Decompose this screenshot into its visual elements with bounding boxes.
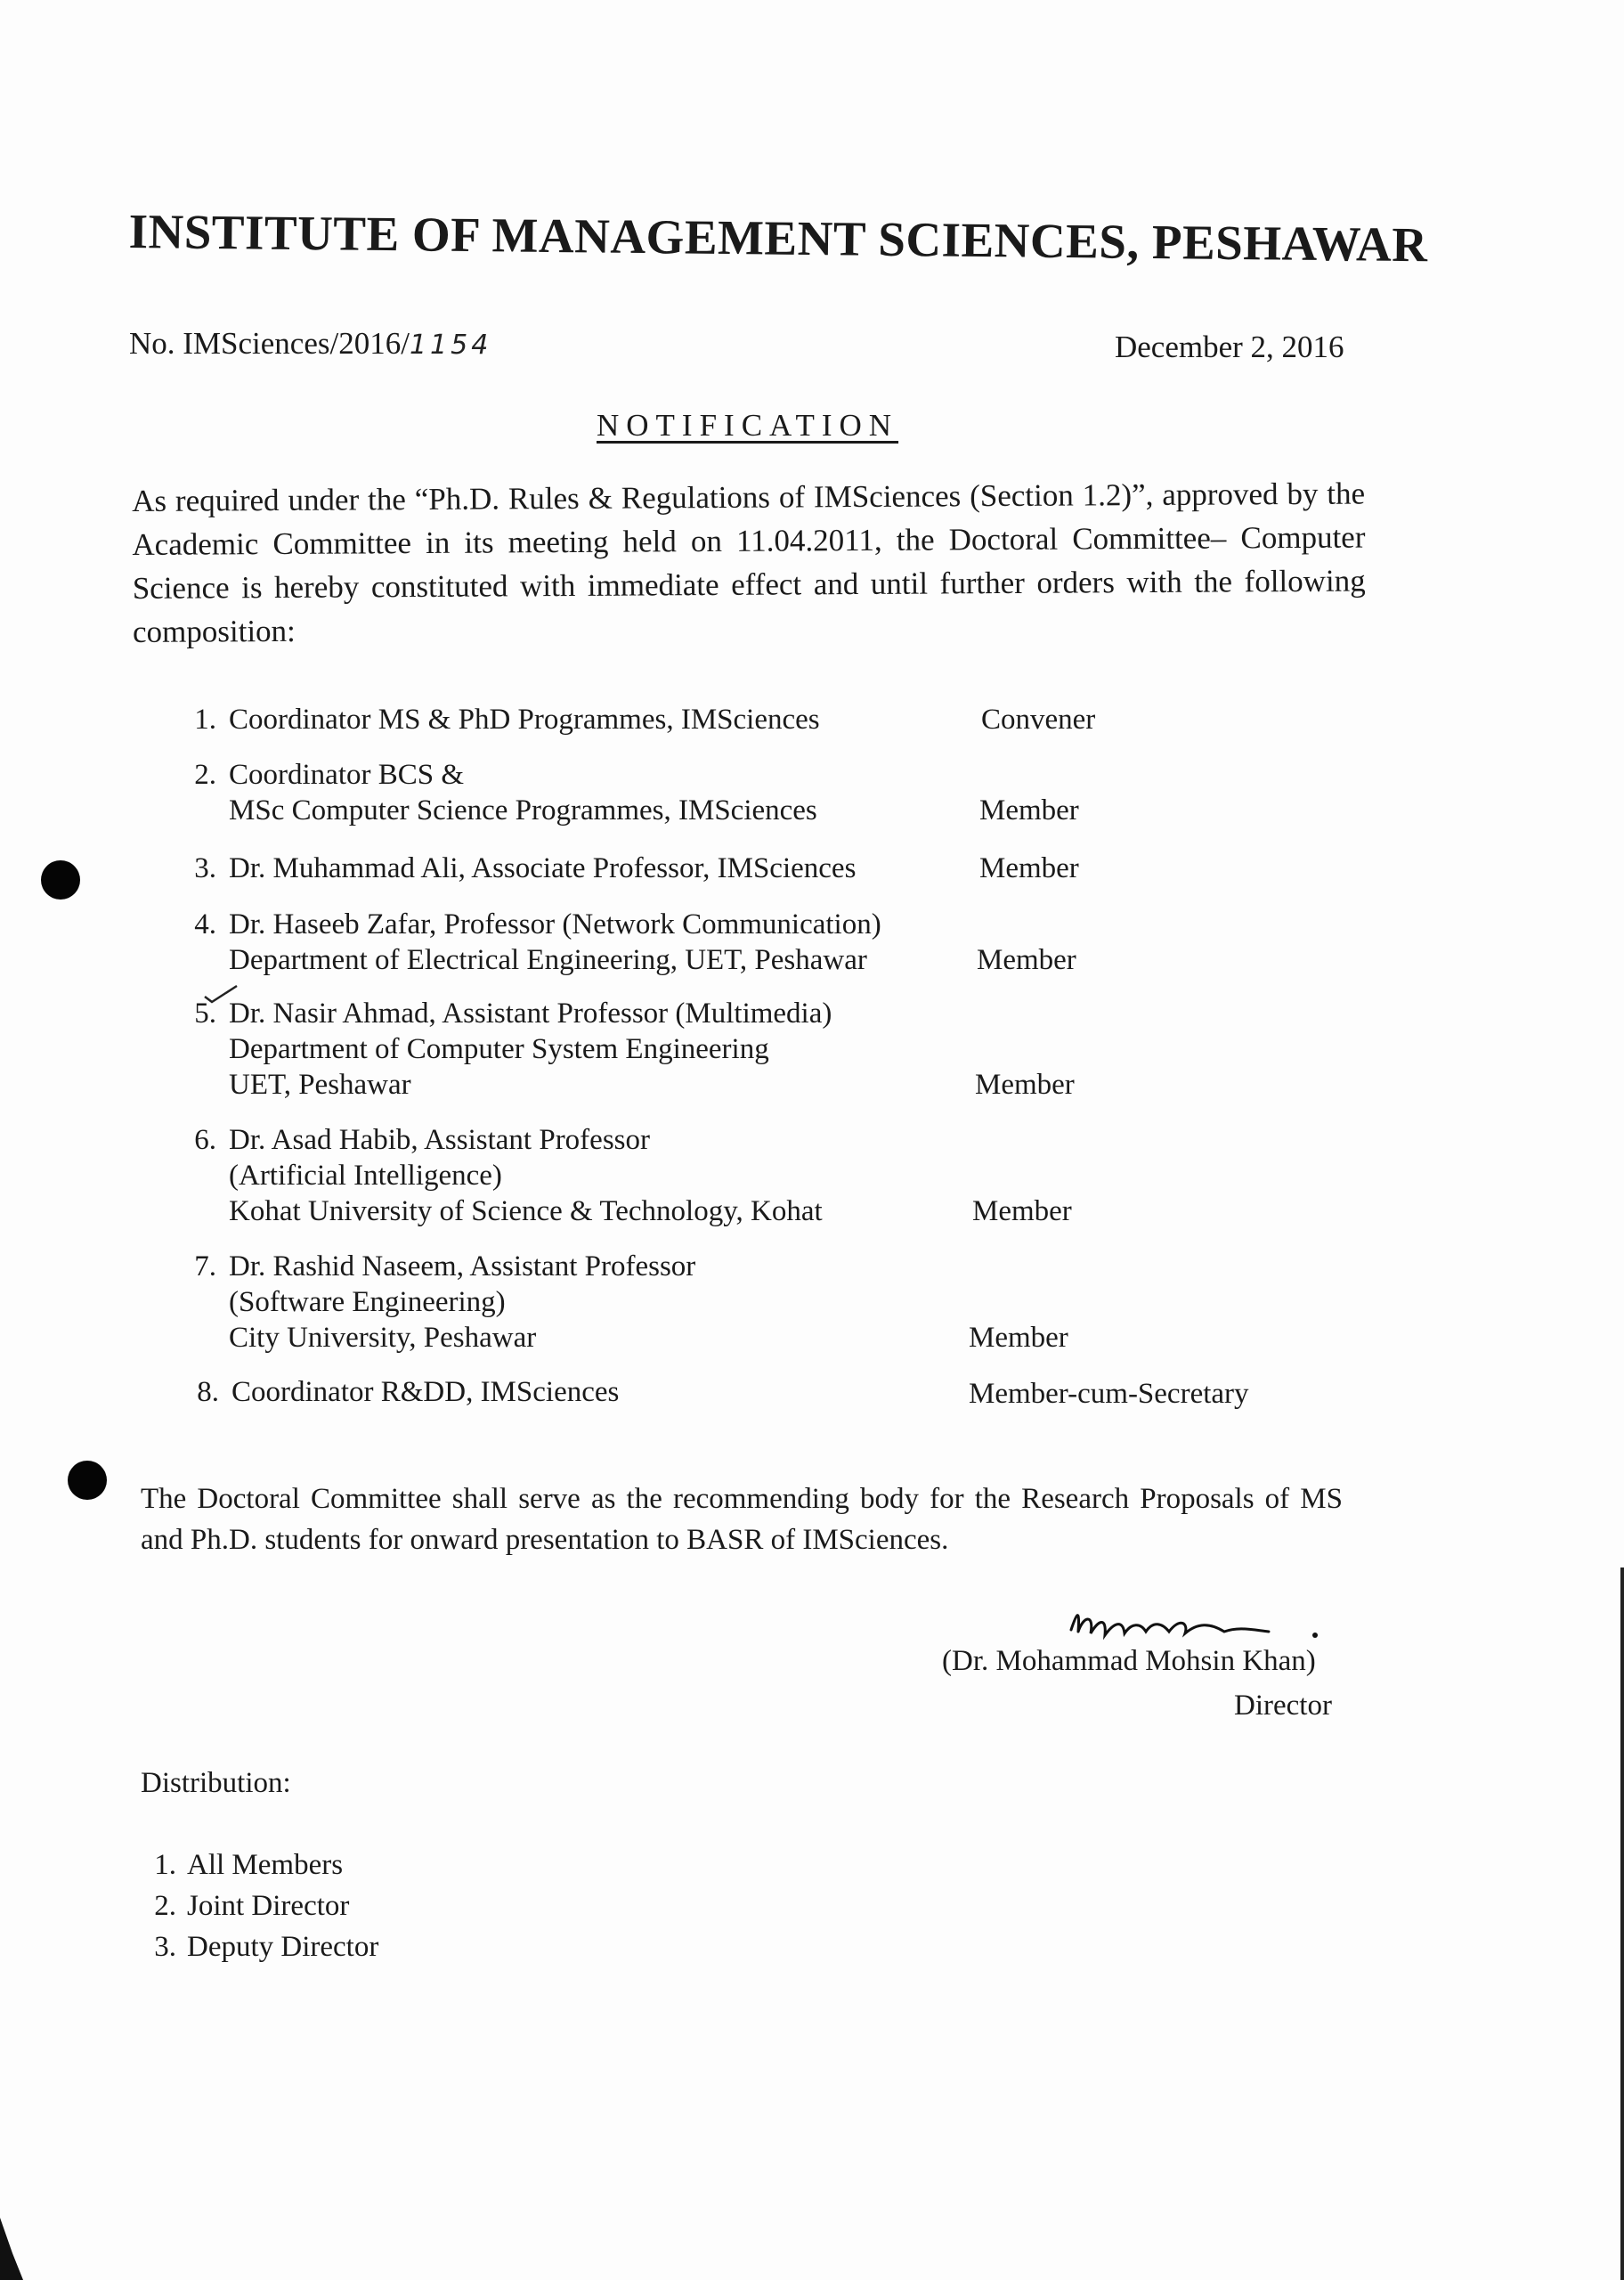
member-number: 3. xyxy=(194,852,216,884)
punch-hole-icon xyxy=(41,860,80,900)
member-line: Dr. Asad Habib, Assistant Professor xyxy=(229,1124,650,1156)
member-line: (Software Engineering) xyxy=(229,1286,506,1318)
member-number: 2. xyxy=(194,759,216,791)
distribution-heading: Distribution: xyxy=(141,1767,291,1799)
distribution-item xyxy=(134,1890,349,1923)
signature-icon xyxy=(1064,1596,1376,1649)
member-line: MSc Computer Science Programmes, IMSciences xyxy=(229,794,817,826)
member-line: Department of Electrical Engineering, UET, Peshawar xyxy=(229,944,867,976)
member-role: Member xyxy=(972,1195,1072,1227)
institute-title: INSTITUTE OF MANAGEMENT SCIENCES, PESHAWAR xyxy=(128,203,1428,273)
member-line: Dr. Muhammad Ali, Associate Professor, IMSciences xyxy=(229,852,857,884)
reference-handwritten: 1154 xyxy=(409,330,492,361)
member-line: City University, Peshawar xyxy=(229,1322,537,1354)
member-number: 6. xyxy=(194,1124,216,1156)
member-number: 5. xyxy=(194,998,216,1030)
distribution-item xyxy=(134,1849,343,1882)
scan-corner-mark xyxy=(0,2218,27,2280)
member-number: 4. xyxy=(194,908,216,940)
member-line: Coordinator BCS & xyxy=(229,759,465,791)
member-line: Kohat University of Science & Technology, Kohat xyxy=(229,1195,823,1227)
member-role: Member-cum-Secretary xyxy=(969,1378,1249,1410)
punch-hole-icon xyxy=(68,1461,107,1500)
member-line: Dr. Nasir Ahmad, Assistant Professor (Multimedia) xyxy=(229,998,832,1030)
distribution-label: All Members xyxy=(187,1849,344,1881)
member-role: Convener xyxy=(981,704,1096,736)
notification-date: December 2, 2016 xyxy=(1115,330,1344,364)
member-number: 1. xyxy=(194,704,216,736)
closing-paragraph: The Doctoral Committee shall serve as the recommending body for the Research Proposals of MS and Ph.D. students for onward presentation to BASR of IMSciences. xyxy=(141,1483,1343,1556)
member-line: UET, Peshawar xyxy=(229,1069,411,1101)
distribution-item xyxy=(134,1931,378,1964)
handwritten-tick-icon xyxy=(203,984,239,1006)
member-line: Department of Computer System Engineering xyxy=(229,1033,769,1065)
distribution-number: 1. xyxy=(154,1849,176,1881)
distribution-number: 2. xyxy=(154,1890,176,1922)
member-role: Member xyxy=(979,852,1079,884)
member-line: Coordinator R&DD, IMSciences xyxy=(231,1376,620,1408)
member-line: Dr. Haseeb Zafar, Professor (Network Communication) xyxy=(229,908,881,940)
member-role: Member xyxy=(975,1069,1075,1101)
reference-prefix: No. IMSciences/2016/ xyxy=(129,326,410,361)
member-line: Coordinator MS & PhD Programmes, IMSciences xyxy=(229,704,820,736)
member-number: 8. xyxy=(197,1376,219,1408)
signatory-title: Director xyxy=(1234,1690,1332,1722)
member-role: Member xyxy=(969,1322,1068,1354)
distribution-label: Deputy Director xyxy=(187,1931,379,1963)
notification-heading: NOTIFICATION xyxy=(597,408,899,443)
scan-edge-line xyxy=(1620,1568,1624,2280)
member-number: 7. xyxy=(194,1250,216,1282)
member-line: (Artificial Intelligence) xyxy=(229,1160,502,1192)
member-role: Member xyxy=(977,944,1076,976)
distribution-label: Joint Director xyxy=(187,1890,350,1922)
member-line: Dr. Rashid Naseem, Assistant Professor xyxy=(229,1250,696,1282)
signatory-name: (Dr. Mohammad Mohsin Khan) xyxy=(942,1645,1316,1677)
member-role: Member xyxy=(979,794,1079,826)
distribution-number: 3. xyxy=(154,1931,176,1963)
intro-paragraph: As required under the “Ph.D. Rules & Regulations of IMSciences (Section 1.2)”, approved by the Academic Committee in its meeting held on 11.04.2011, the Doctoral Committee– Computer Science is hereby constituted with immediate effect and until further orders with the following composition: xyxy=(132,476,1366,649)
